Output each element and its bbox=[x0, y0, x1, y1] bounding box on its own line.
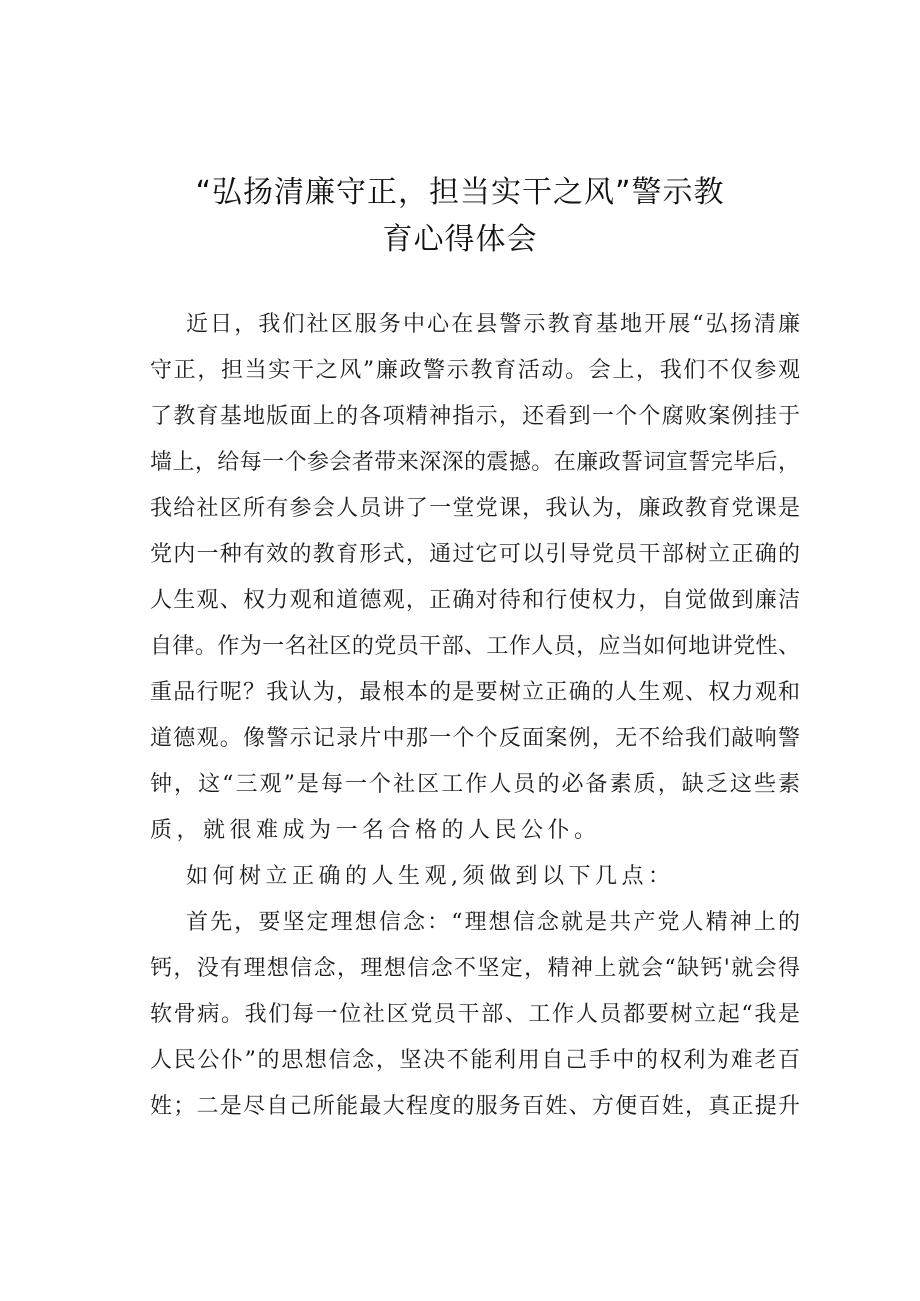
body-text-line: 如何树立正确的人生观,须做到以下几点： bbox=[186, 864, 675, 889]
body-text-line: 道德观。像警示记录片中那一个个反面案例，无不给我们敲响警 bbox=[150, 726, 800, 751]
body-text-line: 质，就很难成为一名合格的人民公仆。 bbox=[150, 818, 601, 843]
body-text-line: 自律。作为一名社区的党员干部、工作人员，应当如何地讲党性、 bbox=[150, 634, 800, 659]
body-text-line: 近日，我们社区服务中心在县警示教育基地开展“弘扬清廉 bbox=[186, 312, 800, 337]
body-text-line: 我给社区所有参会人员讲了一堂党课，我认为，廉政教育党课是 bbox=[150, 496, 800, 521]
body-text-line: 重品行呢？我认为，最根本的是要树立正确的人生观、权力观和 bbox=[150, 680, 800, 705]
body-text-line: 党内一种有效的教育形式，通过它可以引导党员干部树立正确的 bbox=[150, 542, 800, 567]
body-text-line: 人生观、权力观和道德观，正确对待和行使权力，自觉做到廉洁 bbox=[150, 588, 800, 613]
body-text-line: 首先，要坚定理想信念：“理想信念就是共产党人精神上的 bbox=[186, 910, 800, 935]
body-text-line: 钟，这“三观”是每一个社区工作人员的必备素质，缺乏这些素 bbox=[150, 772, 800, 797]
body-text-line: 姓；二是尽自己所能最大程度的服务百姓、方便百姓，真正提升 bbox=[150, 1094, 800, 1119]
document-title-line-1: “弘扬清廉守正，担当实干之风”警示教 bbox=[195, 175, 725, 210]
document-title-line-2: 育心得体会 bbox=[382, 222, 538, 257]
body-text-line: 钙，没有理想信念，理想信念不坚定，精神上就会“缺钙'就会得 bbox=[150, 956, 800, 981]
body-text-line: 了教育基地版面上的各项精神指示，还看到一个个腐败案例挂于 bbox=[150, 404, 800, 429]
body-text-line: 软骨病。我们每一位社区党员干部、工作人员都要树立起“我是 bbox=[150, 1002, 800, 1027]
body-text-line: 守正，担当实干之风”廉政警示教育活动。会上，我们不仅参观 bbox=[150, 358, 800, 383]
body-text-line: 人民公仆”的思想信念，坚决不能利用自己手中的权利为难老百 bbox=[150, 1048, 800, 1073]
body-text-line: 墙上，给每一个参会者带来深深的震撼。在廉政誓词宣誓完毕后， bbox=[150, 450, 800, 475]
